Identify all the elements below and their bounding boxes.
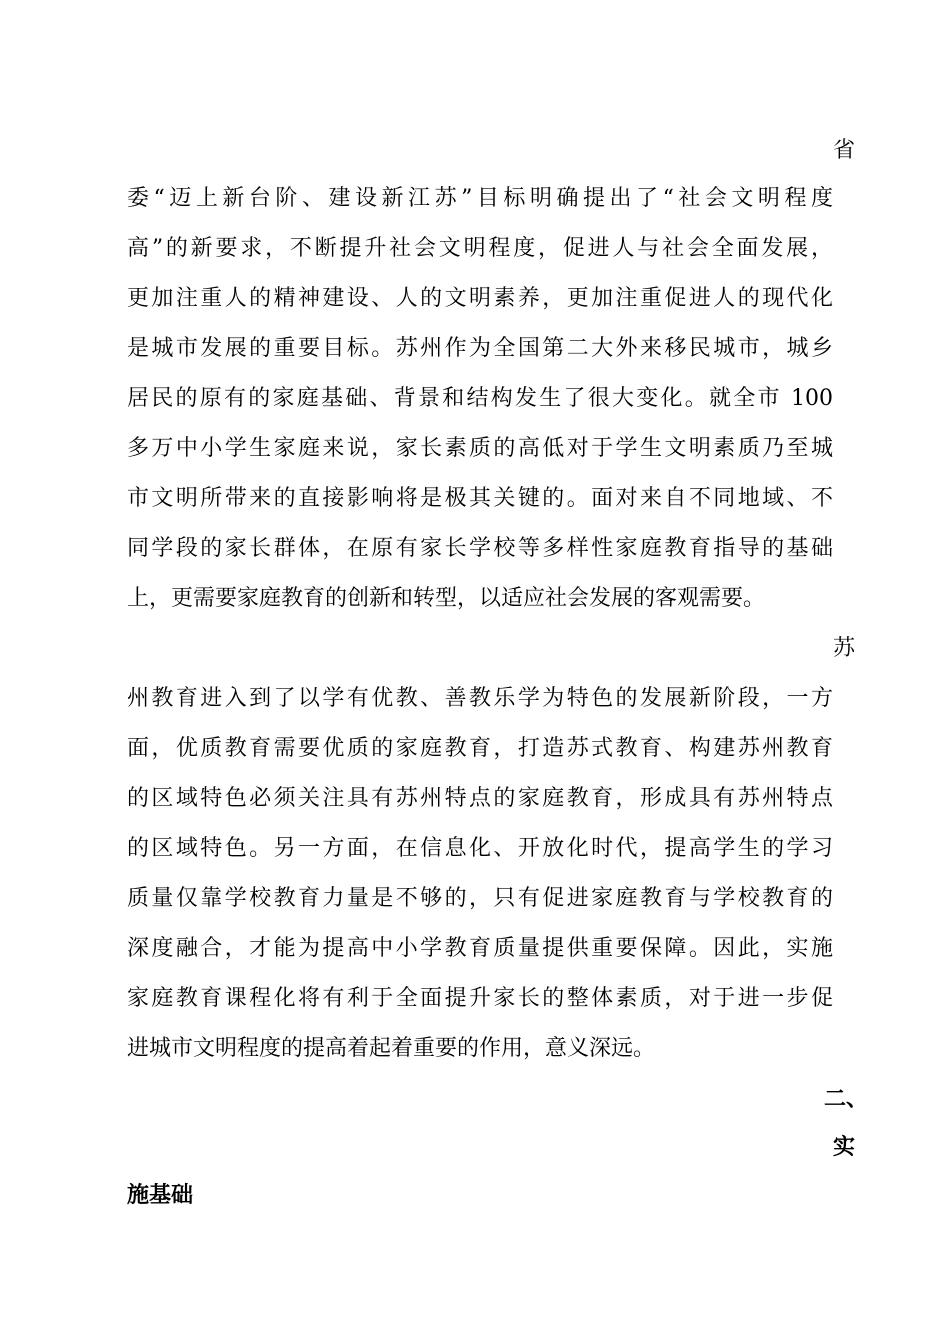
paragraph2-line: 质量仅靠学校教育力量是不够的，只有促进家庭教育与学校教育的	[127, 886, 833, 911]
paragraph1-line: 委“迈上新台阶、建设新江苏”目标明确提出了“社会文明程度	[127, 186, 833, 211]
paragraph1-line: 同学段的家长群体，在原有家长学校等多样性家庭教育指导的基础	[127, 536, 833, 561]
paragraph1-line: 多万中小学生家庭来说，家长素质的高低对于学生文明素质乃至城	[127, 436, 833, 461]
paragraph2-line: 进城市文明程度的提高着起着重要的作用，意义深远。	[127, 1036, 656, 1061]
paragraph2-line: 深度融合，才能为提高中小学教育质量提供重要保障。因此，实施	[127, 936, 833, 961]
section-heading-title: 施基础	[127, 1182, 194, 1208]
paragraph1-line: 市文明所带来的直接影响将是极其关键的。面对来自不同地域、不	[127, 486, 833, 511]
section-heading-part: 实	[832, 1134, 855, 1160]
paragraph1-line: 上，更需要家庭教育的创新和转型，以适应社会发展的客观需要。	[127, 586, 766, 611]
paragraph2-lead: 苏	[832, 636, 855, 661]
paragraph2-line: 面，优质教育需要优质的家庭教育，打造苏式教育、构建苏州教育	[127, 736, 833, 761]
paragraph1-line: 更加注重人的精神建设、人的文明素养，更加注重促进人的现代化	[127, 286, 833, 311]
paragraph2-line: 的区域特色必须关注具有苏州特点的家庭教育，形成具有苏州特点	[127, 786, 833, 811]
paragraph2-line: 家庭教育课程化将有利于全面提升家长的整体素质，对于进一步促	[127, 986, 833, 1011]
paragraph1-lead: 省	[832, 138, 855, 163]
paragraph2-line: 的区域特色。另一方面，在信息化、开放化时代，提高学生的学习	[127, 836, 833, 861]
paragraph1-line: 居民的原有的家庭基础、背景和结构发生了很大变化。就全市 100	[127, 386, 833, 411]
paragraph1-line: 高”的新要求，不断提升社会文明程度，促进人与社会全面发展，	[127, 236, 833, 261]
paragraph1-line: 是城市发展的重要目标。苏州作为全国第二大外来移民城市，城乡	[127, 336, 833, 361]
paragraph2-line: 州教育进入到了以学有优教、善教乐学为特色的发展新阶段，一方	[127, 686, 833, 711]
section-heading-number: 二、	[823, 1086, 868, 1112]
